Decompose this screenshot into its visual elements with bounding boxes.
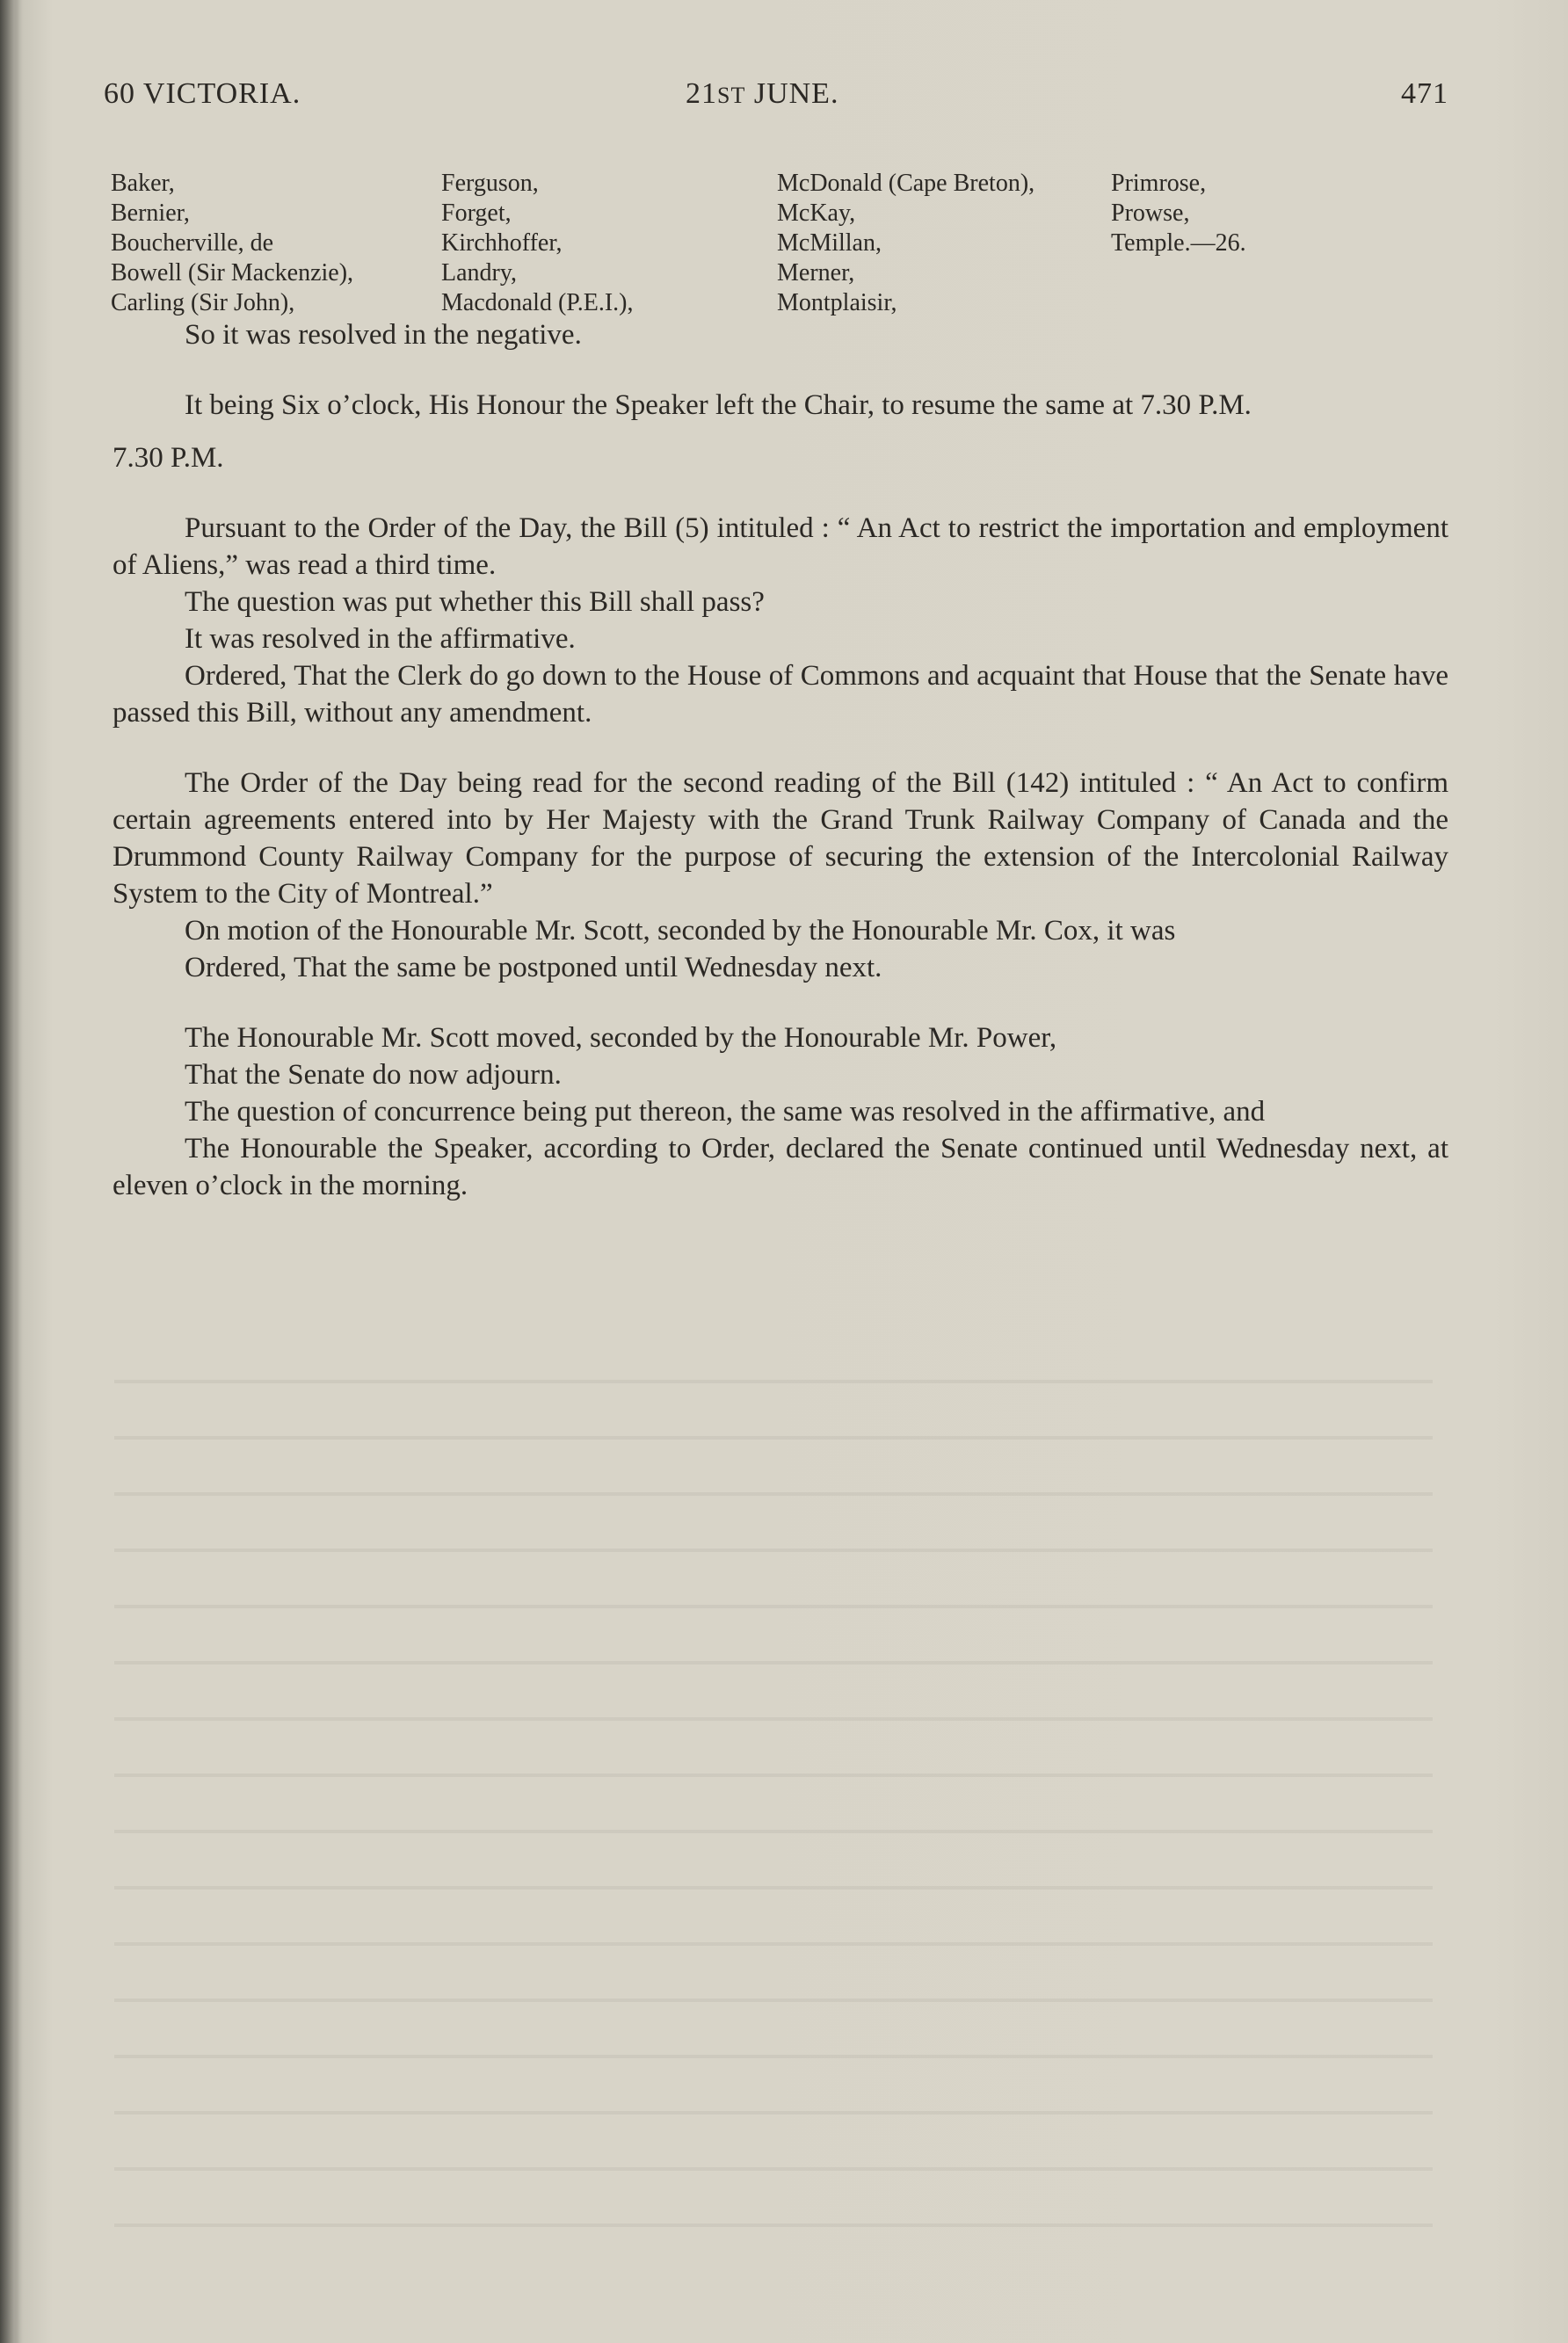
paragraph-resolved-negative: So it was resolved in the negative. — [185, 319, 582, 351]
name-entry: McMillan, — [777, 229, 882, 257]
names-column-3 — [777, 169, 1034, 318]
bleed-through-text — [114, 1353, 1433, 2267]
time-heading: 7.30 P.M. — [113, 442, 224, 474]
name-entry: Carling (Sir John), — [111, 289, 295, 316]
name-entry: Merner, — [777, 259, 855, 287]
page-number: 471 — [1401, 77, 1448, 110]
paragraph-motion-scott-cox: On motion of the Honourable Mr. Scott, seconded by the Honourable Mr. Cox, it was — [185, 915, 1176, 947]
header-date — [686, 77, 838, 111]
name-entry: Forget, — [441, 199, 512, 227]
name-entry: McDonald (Cape Breton), — [777, 170, 1035, 197]
paragraph-clerk-ordered: Ordered, That the Clerk do go down to the House of Commons and acquaint that House that the Senate have passed this Bill, without any amendment. — [113, 660, 1448, 729]
header-date-number: 21 — [686, 77, 717, 110]
running-header — [104, 77, 1448, 121]
division-names-list — [111, 169, 1341, 318]
header-session: 60 VICTORIA. — [104, 77, 301, 110]
name-entry: Boucherville, de — [111, 229, 274, 257]
name-entry: Primrose, — [1111, 170, 1207, 197]
name-entry: Ferguson, — [441, 170, 539, 197]
paragraph-bill-142: The Order of the Day being read for the second reading of the Bill (142) intituled : “ An Act to confirm certain agreements entered into by Her Majesty with the Grand Trunk Railway Company of Canada and the Drummond County Railway Company for the purpose of securing the extension of the Intercolonial Railway System to the City of Montreal.” — [113, 767, 1448, 910]
header-date-month: JUNE. — [753, 77, 839, 110]
minutes-body — [113, 316, 1448, 1204]
paragraph-adjourn: That the Senate do now adjourn. — [185, 1059, 562, 1091]
paragraph-postponed: Ordered, That the same be postponed until Wednesday next. — [185, 952, 882, 983]
name-entry: Landry, — [441, 259, 518, 287]
name-entry: Baker, — [111, 170, 175, 197]
name-entry: Kirchhoffer, — [441, 229, 563, 257]
name-entry: Prowse, — [1111, 199, 1190, 227]
paragraph-scott-moved: The Honourable Mr. Scott moved, seconded by the Honourable Mr. Power, — [185, 1022, 1057, 1054]
name-entry: Macdonald (P.E.I.), — [441, 289, 634, 316]
paragraph-resolved-affirmative: It was resolved in the affirmative. — [185, 623, 576, 655]
names-column-1 — [111, 169, 353, 318]
name-entry: McKay, — [777, 199, 856, 227]
name-entry: Montplaisir, — [777, 289, 897, 316]
paragraph-six-oclock: It being Six o’clock, His Honour the Speaker left the Chair, to resume the same at 7.30 P.M. — [185, 389, 1252, 421]
names-column-4 — [1111, 169, 1246, 258]
paragraph-concurrence: The question of concurrence being put thereon, the same was resolved in the affirmative, and — [185, 1096, 1266, 1128]
name-entry: Bowell (Sir Mackenzie), — [111, 259, 354, 287]
header-date-suffix: ST — [717, 83, 746, 108]
paragraph-bill-5: Pursuant to the Order of the Day, the Bill (5) intituled : “ An Act to restrict the importation and employment of Aliens,” was read a third time. — [113, 512, 1448, 581]
book-spine-shadow — [0, 0, 19, 2343]
name-entry: Temple.—26. — [1111, 229, 1246, 257]
paragraph-speaker-declared: The Honourable the Speaker, according to Order, declared the Senate continued until Wednesday next, at eleven o’clock in the morning. — [113, 1133, 1448, 1201]
names-column-2 — [441, 169, 634, 318]
paragraph-question-pass: The question was put whether this Bill shall pass? — [185, 586, 765, 618]
name-entry: Bernier, — [111, 199, 190, 227]
